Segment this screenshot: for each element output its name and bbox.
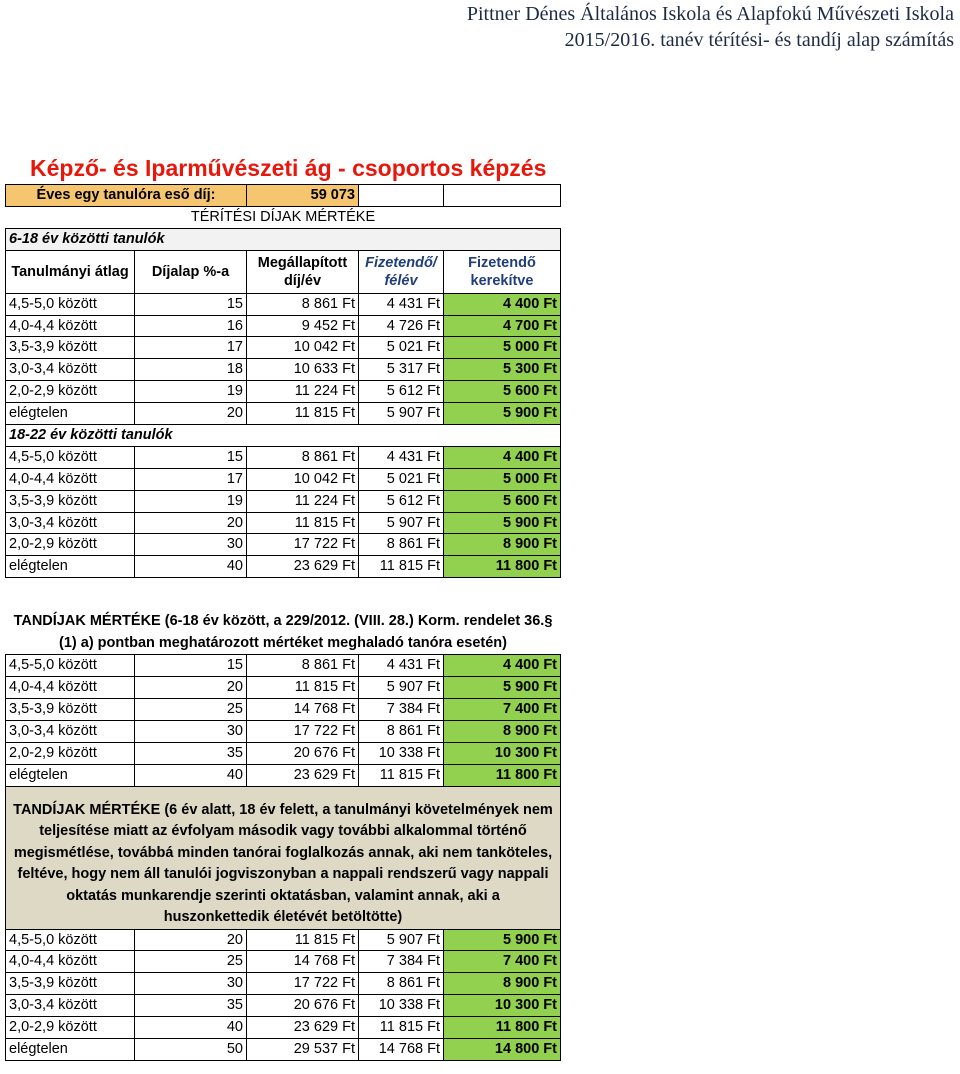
average-range-cell: 3,5-3,9 között — [6, 490, 135, 512]
semester-fee-cell: 4 726 Ft — [359, 315, 444, 337]
annual-fee-cell: 17 722 Ft — [247, 720, 359, 742]
average-range-cell: elégtelen — [6, 556, 135, 578]
percent-cell: 40 — [135, 1017, 247, 1039]
average-range-cell: 3,0-3,4 között — [6, 720, 135, 742]
average-range-cell: 4,5-5,0 között — [6, 446, 135, 468]
fee-table — [5, 184, 561, 1061]
rounded-fee-cell: 4 400 Ft — [444, 293, 561, 315]
semester-fee-cell: 5 021 Ft — [359, 468, 444, 490]
rounded-fee-cell: 11 800 Ft — [444, 1017, 561, 1039]
rounded-fee-cell: 5 600 Ft — [444, 381, 561, 403]
table-row — [6, 381, 561, 403]
annual-fee-cell: 10 633 Ft — [247, 359, 359, 381]
tandij1-description-row — [6, 578, 561, 655]
table-row — [6, 337, 561, 359]
rounded-fee-cell: 8 900 Ft — [444, 720, 561, 742]
rounded-fee-cell: 8 900 Ft — [444, 973, 561, 995]
semester-fee-cell: 4 431 Ft — [359, 655, 444, 677]
average-range-cell: 4,0-4,4 között — [6, 951, 135, 973]
average-range-cell: elégtelen — [6, 764, 135, 786]
rounded-fee-cell: 5 300 Ft — [444, 359, 561, 381]
percent-cell: 25 — [135, 699, 247, 721]
annual-fee-cell: 29 537 Ft — [247, 1039, 359, 1061]
table-row — [6, 1039, 561, 1061]
group-label-row — [6, 228, 561, 250]
average-range-cell: 4,0-4,4 között — [6, 315, 135, 337]
semester-fee-cell: 5 612 Ft — [359, 490, 444, 512]
annual-fee-row — [6, 185, 561, 207]
percent-cell: 40 — [135, 764, 247, 786]
empty-cell — [444, 185, 561, 207]
semester-fee-cell: 8 861 Ft — [359, 720, 444, 742]
semester-fee-cell: 5 612 Ft — [359, 381, 444, 403]
average-range-cell: elégtelen — [6, 1039, 135, 1061]
rounded-fee-cell: 5 000 Ft — [444, 337, 561, 359]
table-row — [6, 446, 561, 468]
rounded-fee-cell: 4 400 Ft — [444, 446, 561, 468]
rounded-fee-cell: 4 700 Ft — [444, 315, 561, 337]
annual-fee-cell: 8 861 Ft — [247, 655, 359, 677]
column-header-row — [6, 250, 561, 293]
average-range-cell: 4,0-4,4 között — [6, 468, 135, 490]
percent-cell: 19 — [135, 381, 247, 403]
group2-label: 18-22 év közötti tanulók — [6, 425, 561, 447]
rounded-fee-cell: 7 400 Ft — [444, 699, 561, 721]
page-title: Képző- és Iparművészeti ág - csoportos képzés — [30, 155, 547, 181]
rounded-fee-cell: 8 900 Ft — [444, 534, 561, 556]
rounded-fee-cell: 5 900 Ft — [444, 403, 561, 425]
semester-fee-cell: 4 431 Ft — [359, 446, 444, 468]
annual-fee-cell: 14 768 Ft — [247, 951, 359, 973]
table-row — [6, 973, 561, 995]
percent-cell: 35 — [135, 742, 247, 764]
rounded-fee-cell: 5 900 Ft — [444, 929, 561, 951]
annual-fee-cell: 17 722 Ft — [247, 534, 359, 556]
table-row — [6, 315, 561, 337]
percent-cell: 20 — [135, 403, 247, 425]
annual-fee-cell: 11 815 Ft — [247, 677, 359, 699]
semester-fee-cell: 5 021 Ft — [359, 337, 444, 359]
semester-fee-cell: 5 317 Ft — [359, 359, 444, 381]
average-range-cell: 4,5-5,0 között — [6, 655, 135, 677]
percent-cell: 50 — [135, 1039, 247, 1061]
annual-fee-cell: 11 815 Ft — [247, 512, 359, 534]
annual-fee-cell: 10 042 Ft — [247, 337, 359, 359]
percent-cell: 15 — [135, 293, 247, 315]
semester-fee-cell: 11 815 Ft — [359, 764, 444, 786]
average-range-cell: 2,0-2,9 között — [6, 381, 135, 403]
semester-fee-cell: 5 907 Ft — [359, 929, 444, 951]
annual-fee-cell: 8 861 Ft — [247, 293, 359, 315]
table-row — [6, 556, 561, 578]
semester-fee-cell: 5 907 Ft — [359, 512, 444, 534]
tandij2-description-row — [6, 786, 561, 929]
table-row — [6, 1017, 561, 1039]
group2-label-row — [6, 425, 561, 447]
table-row — [6, 677, 561, 699]
table-row — [6, 512, 561, 534]
annual-fee-cell: 11 224 Ft — [247, 490, 359, 512]
col-header-percent: Díjalap %-a — [135, 250, 247, 293]
percent-cell: 40 — [135, 556, 247, 578]
table-row — [6, 699, 561, 721]
annual-fee-cell: 23 629 Ft — [247, 764, 359, 786]
annual-fee-value: 59 073 — [247, 185, 359, 207]
percent-cell: 30 — [135, 973, 247, 995]
percent-cell: 17 — [135, 468, 247, 490]
semester-fee-cell: 8 861 Ft — [359, 973, 444, 995]
semester-fee-cell: 7 384 Ft — [359, 951, 444, 973]
percent-cell: 15 — [135, 446, 247, 468]
table-row — [6, 764, 561, 786]
table-row — [6, 293, 561, 315]
table-row — [6, 403, 561, 425]
semester-fee-cell: 11 815 Ft — [359, 556, 444, 578]
rounded-fee-cell: 7 400 Ft — [444, 951, 561, 973]
annual-fee-cell: 20 676 Ft — [247, 742, 359, 764]
percent-cell: 15 — [135, 655, 247, 677]
percent-cell: 18 — [135, 359, 247, 381]
percent-cell: 30 — [135, 534, 247, 556]
semester-fee-cell: 14 768 Ft — [359, 1039, 444, 1061]
rounded-fee-cell: 5 900 Ft — [444, 512, 561, 534]
rounded-fee-cell: 11 800 Ft — [444, 556, 561, 578]
average-range-cell: 3,5-3,9 között — [6, 973, 135, 995]
table-row — [6, 742, 561, 764]
section-title: TÉRÍTÉSI DÍJAK MÉRTÉKE — [6, 206, 561, 228]
tandij2-description: TANDÍJAK MÉRTÉKE (6 év alatt, 18 év felett, a tanulmányi követelmények nem teljesítése miatt az évfolyam második vagy további alkalommal történő megismétlése, továbbá minden tanórai foglalkozás annak, aki nem tanköteles, feltéve, hogy nem áll tanulói jogviszonyban a nappali rendszerű vagy nappali oktatás munkarendje szerinti oktatásban, valamint annak, aki a huszonkettedik életévét betöltötte) — [6, 786, 561, 929]
rounded-fee-cell: 5 900 Ft — [444, 677, 561, 699]
annual-fee-cell: 14 768 Ft — [247, 699, 359, 721]
percent-cell: 20 — [135, 677, 247, 699]
annual-fee-cell: 8 861 Ft — [247, 446, 359, 468]
rounded-fee-cell: 5 000 Ft — [444, 468, 561, 490]
percent-cell: 25 — [135, 951, 247, 973]
school-name: Pittner Dénes Általános Iskola és Alapfokú Művészeti Iskola — [466, 3, 954, 25]
annual-fee-cell: 23 629 Ft — [247, 1017, 359, 1039]
col-header-average: Tanulmányi átlag — [6, 250, 135, 293]
percent-cell: 35 — [135, 995, 247, 1017]
col-header-rounded: Fizetendő kerekítve — [444, 250, 561, 293]
semester-fee-cell: 7 384 Ft — [359, 699, 444, 721]
percent-cell: 17 — [135, 337, 247, 359]
average-range-cell: 4,5-5,0 között — [6, 293, 135, 315]
average-range-cell: 3,5-3,9 között — [6, 699, 135, 721]
semester-fee-cell: 5 907 Ft — [359, 677, 444, 699]
tandij1-description: TANDÍJAK MÉRTÉKE (6-18 év között, a 229/2012. (VIII. 28.) Korm. rendelet 36.§ (1) a) pontban meghatározott mértéket meghaladó tanóra esetén) — [6, 578, 561, 655]
average-range-cell: 3,5-3,9 között — [6, 337, 135, 359]
table-row — [6, 468, 561, 490]
semester-fee-cell: 4 431 Ft — [359, 293, 444, 315]
annual-fee-cell: 23 629 Ft — [247, 556, 359, 578]
annual-fee-cell: 9 452 Ft — [247, 315, 359, 337]
rounded-fee-cell: 4 400 Ft — [444, 655, 561, 677]
average-range-cell: 2,0-2,9 között — [6, 534, 135, 556]
annual-fee-cell: 17 722 Ft — [247, 973, 359, 995]
table-row — [6, 359, 561, 381]
annual-fee-cell: 11 224 Ft — [247, 381, 359, 403]
semester-fee-cell: 5 907 Ft — [359, 403, 444, 425]
table-row — [6, 490, 561, 512]
annual-fee-cell: 11 815 Ft — [247, 403, 359, 425]
annual-fee-cell: 11 815 Ft — [247, 929, 359, 951]
semester-fee-cell: 10 338 Ft — [359, 995, 444, 1017]
col-header-semester: Fizetendő/ félév — [359, 250, 444, 293]
annual-fee-cell: 10 042 Ft — [247, 468, 359, 490]
semester-fee-cell: 8 861 Ft — [359, 534, 444, 556]
semester-fee-cell: 10 338 Ft — [359, 742, 444, 764]
average-range-cell: 3,0-3,4 között — [6, 359, 135, 381]
empty-cell — [359, 185, 444, 207]
annual-fee-cell: 20 676 Ft — [247, 995, 359, 1017]
semester-fee-cell: 11 815 Ft — [359, 1017, 444, 1039]
percent-cell: 19 — [135, 490, 247, 512]
rounded-fee-cell: 5 600 Ft — [444, 490, 561, 512]
average-range-cell: 4,0-4,4 között — [6, 677, 135, 699]
percent-cell: 20 — [135, 929, 247, 951]
average-range-cell: 2,0-2,9 között — [6, 742, 135, 764]
average-range-cell: elégtelen — [6, 403, 135, 425]
average-range-cell: 3,0-3,4 között — [6, 512, 135, 534]
group1-label: 6-18 év közötti tanulók — [6, 228, 561, 250]
table-row — [6, 995, 561, 1017]
table-row — [6, 534, 561, 556]
document-subtitle: 2015/2016. tanév térítési- és tandíj alap számítás — [564, 29, 954, 51]
annual-fee-label: Éves egy tanulóra eső díj: — [6, 185, 247, 207]
col-header-annual: Megállapított díj/év — [247, 250, 359, 293]
average-range-cell: 3,0-3,4 között — [6, 995, 135, 1017]
table-row — [6, 655, 561, 677]
average-range-cell: 4,5-5,0 között — [6, 929, 135, 951]
rounded-fee-cell: 10 300 Ft — [444, 995, 561, 1017]
table-row — [6, 929, 561, 951]
percent-cell: 16 — [135, 315, 247, 337]
rounded-fee-cell: 14 800 Ft — [444, 1039, 561, 1061]
percent-cell: 20 — [135, 512, 247, 534]
percent-cell: 30 — [135, 720, 247, 742]
average-range-cell: 2,0-2,9 között — [6, 1017, 135, 1039]
rounded-fee-cell: 11 800 Ft — [444, 764, 561, 786]
rounded-fee-cell: 10 300 Ft — [444, 742, 561, 764]
table-row — [6, 951, 561, 973]
table-row — [6, 720, 561, 742]
section-title-row — [6, 206, 561, 228]
